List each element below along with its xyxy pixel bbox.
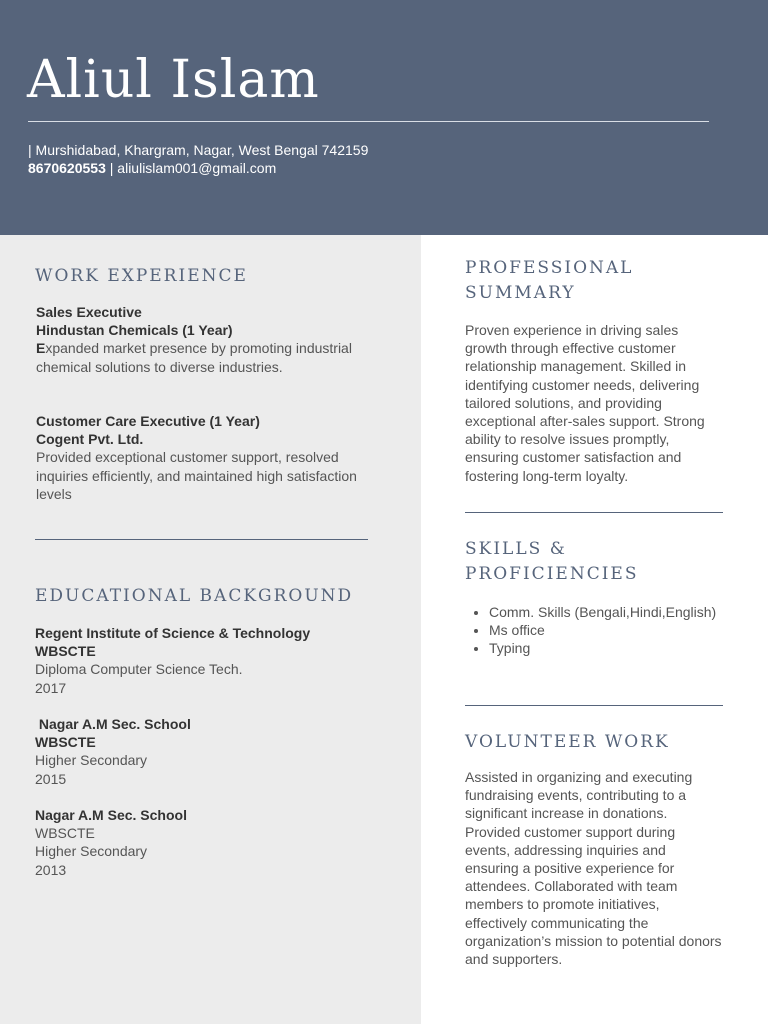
phone-number: 8670620553 [28, 160, 106, 176]
education-title: EDUCATIONAL BACKGROUND [35, 586, 354, 606]
section-divider [465, 705, 723, 706]
job-role: Sales Executive [36, 304, 142, 320]
job-entry [36, 412, 376, 503]
resume-header [0, 0, 768, 235]
candidate-name: Aliul Islam [27, 50, 320, 110]
education-entry [35, 624, 395, 697]
skills-title-line1: SKILLS & [465, 539, 567, 559]
job-company: Cogent Pvt. Ltd. [36, 431, 144, 448]
course: Diploma Computer Science Tech. [35, 661, 243, 678]
job-entry [36, 303, 376, 376]
job-description: Provided exceptional customer support, resolved inquiries efficiently, and maintained high satisfaction levels [36, 449, 357, 502]
summary-title-line1: PROFESSIONAL [465, 258, 634, 278]
skills-title [465, 537, 638, 587]
board: WBSCTE [35, 734, 96, 751]
volunteer-title: VOLUNTEER WORK [465, 732, 670, 752]
school-name: Nagar A.M Sec. School [35, 807, 187, 823]
skills-list [465, 603, 759, 658]
section-divider [35, 539, 368, 540]
year: 2013 [35, 861, 67, 878]
skills-title-line2: PROFICIENCIES [465, 564, 639, 584]
education-entry [35, 806, 395, 879]
education-entry [35, 715, 395, 788]
course: Higher Secondary [35, 752, 148, 769]
professional-summary-text: Proven experience in driving sales growth through effective customer relationship management. Skilled in identifying customer needs, delivering tailored solutions, and providing exceptional after-sales support. Strong ability to resolve issues promptly, ensuring customer satisfaction and fostering long-term loyalty. [465, 322, 705, 484]
board: WBSCTE [35, 643, 96, 660]
board: WBSCTE [35, 825, 95, 842]
job-description [36, 339, 376, 375]
year: 2015 [35, 770, 67, 787]
year: 2017 [35, 679, 67, 696]
email: | aliulislam001@gmail.com [105, 160, 277, 176]
school-name: Regent Institute of Science & Technology [35, 625, 311, 641]
address: | Murshidabad, Khargram, Nagar, West Bengal 742159 [28, 142, 369, 158]
work-experience-title: WORK EXPERIENCE [35, 266, 248, 286]
professional-summary-title [465, 256, 633, 306]
school-name: Nagar A.M Sec. School [35, 716, 191, 732]
summary-title-line2: SUMMARY [465, 283, 576, 303]
volunteer-text: Assisted in organizing and executing fundraising events, contributing to a significant increase in donations. Provided customer support during events, addressing inquiries and ensuring a positive experience for attendees. Collaborated with team members to promote initiatives, effectively communicating the organization’s mission to potential donors and supporters. [465, 769, 722, 968]
job-company: Hindustan Chemicals (1 Year) [36, 322, 233, 339]
job-role: Customer Care Executive (1 Year) [36, 413, 260, 429]
contact-info [28, 141, 368, 177]
header-divider [28, 121, 709, 122]
section-divider [465, 512, 723, 513]
job-description-rest: xpanded market presence by promoting industrial chemical solutions to diverse industries. [36, 340, 352, 375]
skill-item: • Typing [489, 639, 759, 657]
skill-item: • Ms office [489, 621, 759, 639]
job-description-initial: E [36, 340, 46, 357]
phone-email-line [28, 159, 368, 177]
course: Higher Secondary [35, 843, 148, 860]
skill-item: • Comm. Skills (Bengali,Hindi,English) [489, 603, 759, 621]
